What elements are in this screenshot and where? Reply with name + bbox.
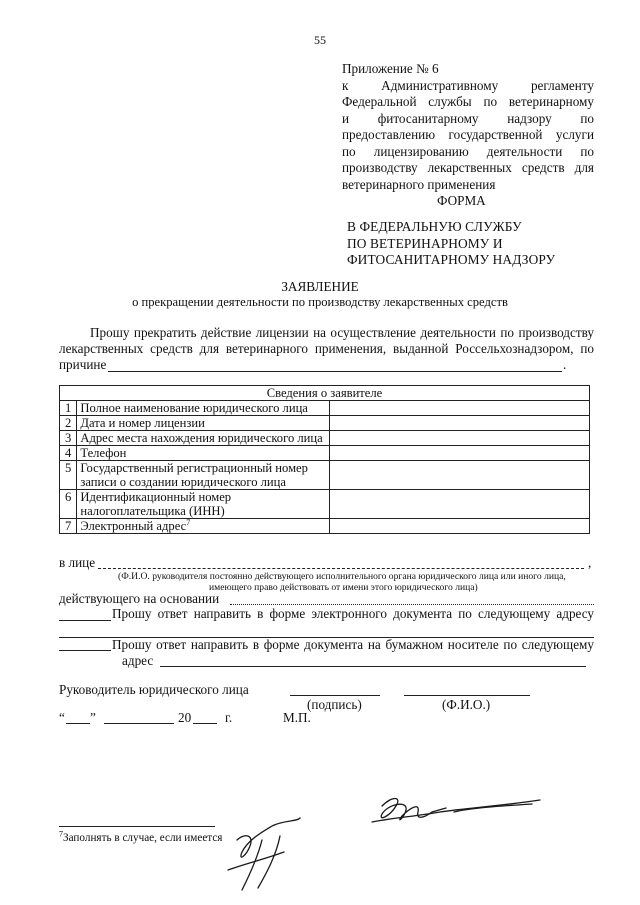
year-prefix: 20 <box>178 710 192 725</box>
request-line-1: Прошу прекратить действие лицензии на осуществление деятельности по производству <box>90 325 594 340</box>
person-hint-line-2: имеющего право действовать от имени этого юридического лица) <box>209 582 478 593</box>
row-number: 4 <box>60 446 77 461</box>
quote-close: ” <box>90 710 96 725</box>
row-number: 5 <box>60 461 77 490</box>
appendix-title: Приложение № 6 <box>342 61 439 76</box>
applicant-table-header: Сведения о заявителе <box>60 386 590 401</box>
paper-reply-text: Прошу ответ направить в форме документа на бумажном носителе по следующему <box>112 637 594 652</box>
year-suffix: г. <box>225 710 233 725</box>
row-label: Дата и номер лицензии <box>77 416 329 431</box>
row-label: Электронный адрес$^7$ <box>77 519 329 534</box>
request-line-2: лекарственных средств для ветеринарного применения, выданной Россельхознадзором, по <box>59 341 594 356</box>
basis-label: действующего на основании <box>59 591 220 606</box>
appendix-line: предоставлению государственной услуги <box>342 127 594 142</box>
row-number: 6 <box>60 490 77 519</box>
paper-address-label: адрес <box>122 653 154 668</box>
quote-open: “ <box>59 710 65 725</box>
footnote-ref: 7 <box>186 517 191 527</box>
person-hint-line-1: (Ф.И.О. руководителя постоянно действующего исполнительного органа юридического лица или иного лица, <box>118 571 566 582</box>
person-comma: , <box>588 555 592 570</box>
row-label: Полное наименование юридического лица <box>77 401 329 416</box>
row-label: Телефон <box>77 446 329 461</box>
head-label: Руководитель юридического лица <box>59 682 249 697</box>
row-label: Государственный регистрационный номер записи о создании юридического лица <box>77 461 329 490</box>
footnote: $^7$Заполнять в случае, если имеется <box>59 829 223 844</box>
recipient-line: ПО ВЕТЕРИНАРНОМУ И <box>347 235 503 251</box>
appendix-line: Федеральной службы по ветеринарному <box>342 94 594 109</box>
statement-title: ЗАЯВЛЕНИЕ <box>281 279 359 294</box>
row-label: Адрес места нахождения юридического лица <box>77 431 329 446</box>
appendix-line: производству лекарственных средств для <box>342 160 594 175</box>
recipient-line: ФИТОСАНИТАРНОМУ НАДЗОРУ <box>347 252 556 267</box>
appendix-line: к Административному регламенту <box>342 77 595 93</box>
row-number: 3 <box>60 431 77 446</box>
form-label: ФОРМА <box>437 193 486 208</box>
row-label: Идентификационный номер налогоплательщика (ИНН) <box>77 490 329 519</box>
reason-label: причине <box>59 357 107 372</box>
appendix-line: и фитосанитарному надзору по <box>342 110 595 126</box>
name-caption: (Ф.И.О.) <box>442 697 491 712</box>
statement-subtitle: о прекращении деятельности по производству лекарственных средств <box>132 295 508 309</box>
row-number: 2 <box>60 416 77 431</box>
electronic-reply-text: Прошу ответ направить в форме электронного документа по следующему адресу <box>112 606 594 621</box>
in-person-label: в лице <box>59 555 96 570</box>
page-number: 55 <box>314 33 326 47</box>
appendix-line: ветеринарного применения <box>342 176 496 192</box>
recipient-line: В ФЕДЕРАЛЬНУЮ СЛУЖБУ <box>347 219 522 234</box>
appendix-line: по лицензированию деятельности по <box>342 143 595 159</box>
row-number: 1 <box>60 401 77 416</box>
row-number: 7 <box>60 519 77 534</box>
stamp-label: М.П. <box>283 710 311 725</box>
signature-caption: (подпись) <box>307 697 362 712</box>
reason-end: . <box>563 357 567 372</box>
